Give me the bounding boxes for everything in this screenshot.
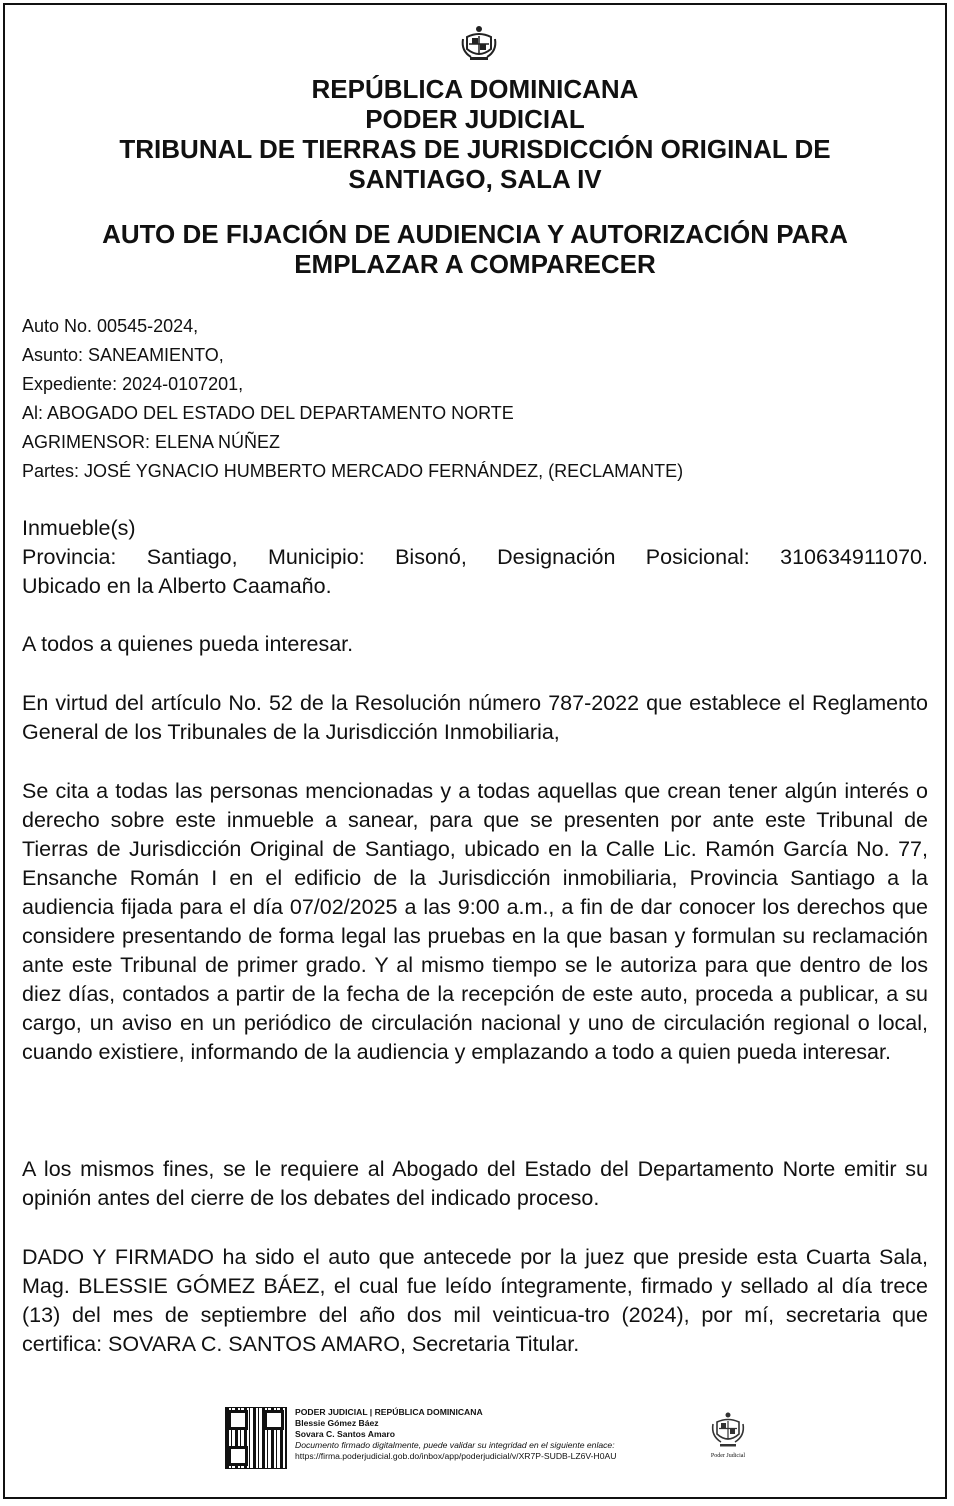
case-metadata bbox=[22, 312, 683, 486]
asunto: Asunto: SANEAMIENTO, bbox=[22, 345, 224, 365]
virtud-text: En virtud del artículo No. 52 de la Resolución número 787-2022 que establece el Reglamento General de los Tribunales de la Jurisdicción Inmobiliaria, bbox=[22, 691, 928, 744]
auto-number: Auto No. 00545-2024, bbox=[22, 316, 199, 336]
agrimensor: AGRIMENSOR: ELENA NÚÑEZ bbox=[22, 432, 281, 452]
interesar-paragraph bbox=[22, 630, 928, 659]
seal-label: Poder Judicial bbox=[710, 1453, 746, 1459]
inmueble-description: Provincia: Santiago, Municipio: Bisonó, Designación Posicional: 310634911070. bbox=[22, 545, 928, 569]
signer-judge: Blessie Gómez Báez bbox=[295, 1418, 379, 1428]
cita-paragraph bbox=[22, 777, 928, 1067]
header-sala: SANTIAGO, SALA IV bbox=[348, 164, 602, 194]
notice-frame bbox=[3, 3, 947, 1499]
partes: Partes: JOSÉ YGNACIO HUMBERTO MERCADO FERNÁNDEZ, (RECLAMANTE) bbox=[22, 461, 684, 481]
header-tribunal: TRIBUNAL DE TIERRAS DE JURISDICCIÓN ORIGINAL DE bbox=[119, 134, 831, 164]
title-line-1: AUTO DE FIJACIÓN DE AUDIENCIA Y AUTORIZACIÓN PARA bbox=[102, 219, 848, 249]
cita-text: Se cita a todas las personas mencionadas y a todas aquellas que crean tener algún interés o derecho sobre este inmueble a sanear, para que se presenten por ante este Tribunal de Tierras de Jurisdicción Original de Santiago, ubicado en la Calle Lic. Ramón García No. 77, Ensanche Román I en el edificio de la Jurisdicción inmobiliaria, Provincia Santiago a la audiencia fijada para el día 07/02/2025 a las 9:00 a.m., a fin de dar conocer los derechos que considere presentando de forma legal las pruebas en la que basan y formulan su reclamación ante este Tribunal de primer grado. Y al mismo tiempo se le autoriza para que dentro de los diez días, contados a partir de la fecha de la recepción de este auto, proceda a publicar, a su cargo, un aviso en un periódico de circulación nacional y uno de circulación regional o local, cuando existiere, informando de la audiencia y emplazando a todo a quien pueda interesar. bbox=[22, 779, 928, 1064]
signature-org: PODER JUDICIAL | REPÚBLICA DOMINICANA bbox=[295, 1407, 483, 1417]
judicial-seal-icon bbox=[707, 1410, 749, 1454]
dado-text: DADO Y FIRMADO ha sido el auto que antecede por la juez que preside esta Cuarta Sala, Mag. BLESSIE GÓMEZ BÁEZ, el cual fue leído íntegramente, firmado y sellado al día trece (13) del mes de septiembre del año dos mil veinticua-tro (2024), por mí, secretaria que certifica: SOVARA C. SANTOS AMARO, Secretaria Titular. bbox=[22, 1245, 928, 1356]
verification-url[interactable]: https://firma.poderjudicial.gob.do/inbox/app/poderjudicial/v/XR7P-SUDB-LZ6V-H0AU bbox=[295, 1451, 617, 1461]
header-branch: PODER JUDICIAL bbox=[365, 104, 585, 134]
fines-text: A los mismos fines, se le requiere al Abogado del Estado del Departamento Norte emitir su opinión antes del cierre de los debates del indicado proceso. bbox=[22, 1157, 928, 1210]
document-title bbox=[5, 219, 945, 279]
coat-of-arms-icon bbox=[459, 23, 499, 63]
expediente: Expediente: 2024-0107201, bbox=[22, 374, 244, 394]
digital-signature-block bbox=[295, 1407, 616, 1462]
qr-code-icon[interactable] bbox=[225, 1407, 287, 1469]
virtud-paragraph bbox=[22, 689, 928, 747]
addressee: Al: ABOGADO DEL ESTADO DEL DEPARTAMENTO NORTE bbox=[22, 403, 514, 423]
inmueble-location: Ubicado en la Alberto Caamaño. bbox=[22, 574, 332, 598]
dado-paragraph bbox=[22, 1243, 928, 1359]
signature-footer bbox=[225, 1407, 765, 1471]
inmueble-section bbox=[22, 514, 928, 601]
signature-note: Documento firmado digitalmente, puede validar su integridad en el siguiente enlace: bbox=[295, 1440, 615, 1450]
header-country: REPÚBLICA DOMINICANA bbox=[311, 74, 639, 104]
inmueble-heading: Inmueble(s) bbox=[22, 516, 136, 540]
signer-secretary: Sovara C. Santos Amaro bbox=[295, 1429, 395, 1439]
title-line-2: EMPLAZAR A COMPARECER bbox=[294, 249, 656, 279]
court-header bbox=[5, 74, 945, 194]
interesar-text: A todos a quienes pueda interesar. bbox=[22, 632, 354, 656]
fines-paragraph bbox=[22, 1155, 928, 1213]
